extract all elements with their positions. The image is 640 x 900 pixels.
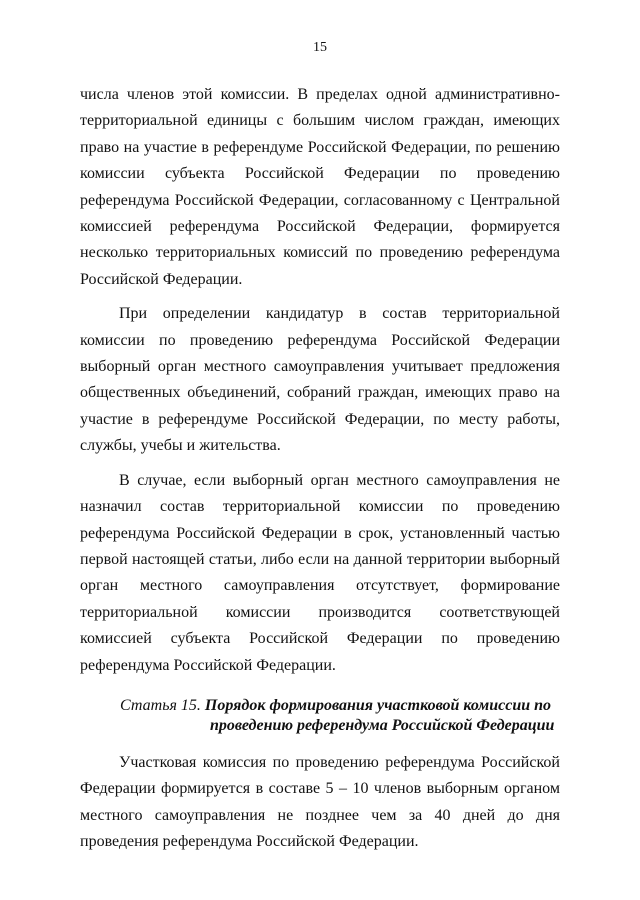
article-heading-line-1 (80, 696, 560, 716)
article-title-part-2: проведению референдума Российской Федерации (210, 716, 555, 734)
article-title-part-1: Порядок формирования участковой комиссии по (204, 696, 552, 714)
paragraph-failure-to-appoint: В случае, если выборный орган местного самоуправления не назначил состав территориальной комиссии по проведению референдума Российской Федерации в срок, установленный частью первой настоящей статьи, либо если на данной территории выборный орган местного самоуправления отсутствует, формирование территориальной комиссии производится соответствующей комиссией субъекта Российской Федерации по проведению референдума Российской Федерации. (80, 471, 560, 674)
article-label: Статья 15. (120, 696, 201, 714)
page-number: 15 (313, 40, 327, 55)
document-body (80, 82, 560, 856)
paragraph-precinct-commission: Участковая комиссия по проведению референдума Российской Федерации формируется в составе 5 – 10 членов выборным органом местного самоуправления не позднее чем за 40 дней до дня проведения референдума Российской Федерации. (80, 753, 560, 851)
paragraph-candidates: При определении кандидатур в состав территориальной комиссии по проведению референдума Российской Федерации выборный орган местного самоуправления учитывает предложения общественных объединений, собраний граждан, имеющих право на участие в референдуме Российской Федерации, по месту работы, службы, учебы и жительства. (80, 305, 560, 455)
paragraph-continuation: числа членов этой комиссии. В пределах одной административно-территориальной единицы с большим числом граждан, имеющих право на участие в референдуме Российской Федерации, по решению комиссии субъекта Российской Федерации по проведению референдума Российской Федерации, согласованному с Центральной комиссией референдума Российской Федерации, формируется несколько территориальных комиссий по проведению референдума Российской Федерации. (80, 86, 560, 288)
article-heading (80, 696, 560, 736)
